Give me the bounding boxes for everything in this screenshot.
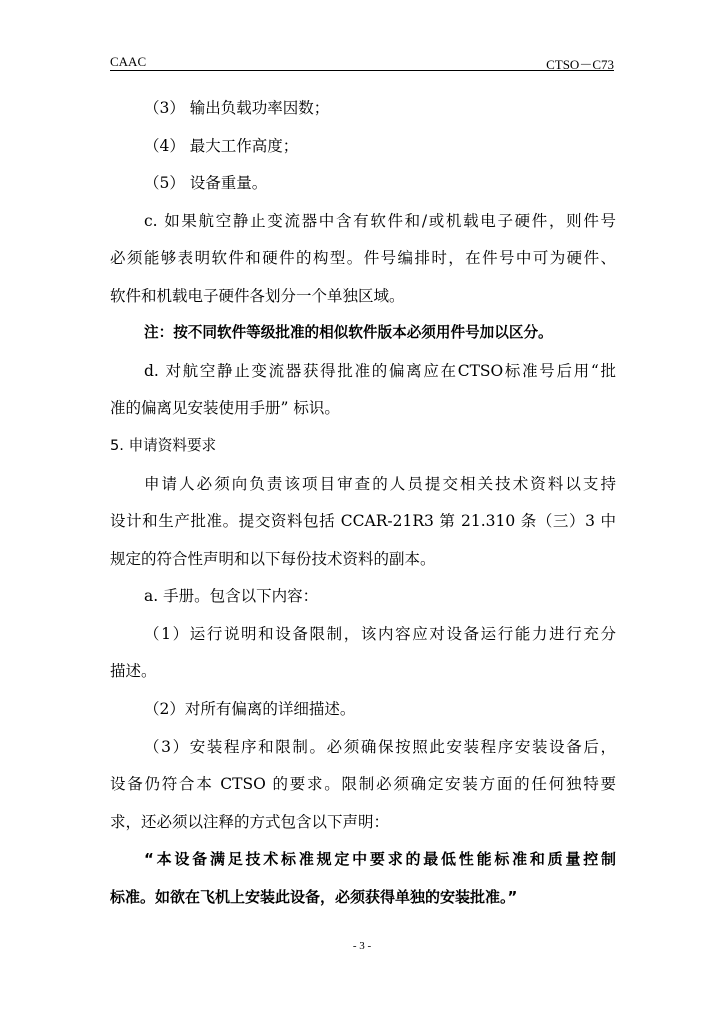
item-a3-line-2: 设备仍符合本 CTSO 的要求。限制必须确定安装方面的任何独特要 <box>110 775 616 793</box>
header-rule <box>110 70 614 71</box>
paragraph-d-line-2: 准的偏离见安装使用手册” 标识。 <box>110 399 340 417</box>
page-header <box>110 54 614 70</box>
statement-bold-line-2: 标准。如欲在飞机上安装此设备，必须获得单独的安装批准。” <box>110 888 518 906</box>
item-a2: （2）对所有偏离的详细描述。 <box>144 700 356 718</box>
item-a1-line-1: （1）运行说明和设备限制，该内容应对设备运行能力进行充分 <box>144 625 616 643</box>
list-item-3: （3） 输出负载功率因数； <box>144 99 330 117</box>
paragraph-d-line-1: d. 对航空静止变流器获得批准的偏离应在CTSO标准号后用“批 <box>144 362 616 380</box>
item-a1-line-2: 描述。 <box>110 662 157 680</box>
list-item-4: （4） 最大工作高度； <box>144 137 299 155</box>
item-a3-line-1: （3）安装程序和限制。必须确保按照此安装程序安装设备后， <box>144 738 616 756</box>
list-item-5: （5） 设备重量。 <box>144 174 268 192</box>
paragraph-5-line-2: 设计和生产批准。提交资料包括 CCAR-21R3 第 21.310 条（三）3 中 <box>110 512 616 530</box>
paragraph-c-line-1: c. 如果航空静止变流器中含有软件和/或机载电子硬件，则件号 <box>144 212 616 230</box>
section-heading: 5. 申请资料要求 <box>110 437 217 454</box>
page-number: - 3 - <box>352 940 372 952</box>
paragraph-c-line-3: 软件和机载电子硬件各划分一个单独区域。 <box>110 287 405 305</box>
paragraph-c-line-2: 必须能够表明软件和硬件的构型。件号编排时，在件号中可为硬件、 <box>110 249 616 267</box>
header-right: CTSO－C73 <box>546 57 614 72</box>
note-bold: 注：按不同软件等级批准的相似软件版本必须用件号加以区分。 <box>144 324 553 341</box>
header-left: CAAC <box>110 54 147 69</box>
item-a: a. 手册。包含以下内容： <box>144 587 319 605</box>
paragraph-5-line-1: 申请人必须向负责该项目审查的人员提交相关技术资料以支持 <box>144 475 616 493</box>
paragraph-5-line-3: 规定的符合性声明和以下每份技术资料的副本。 <box>110 550 436 568</box>
item-a3-line-3: 求，还必须以注释的方式包含以下声明： <box>110 813 390 831</box>
statement-bold-line-1: “本设备满足技术标准规定中要求的最低性能标准和质量控制 <box>144 850 616 868</box>
